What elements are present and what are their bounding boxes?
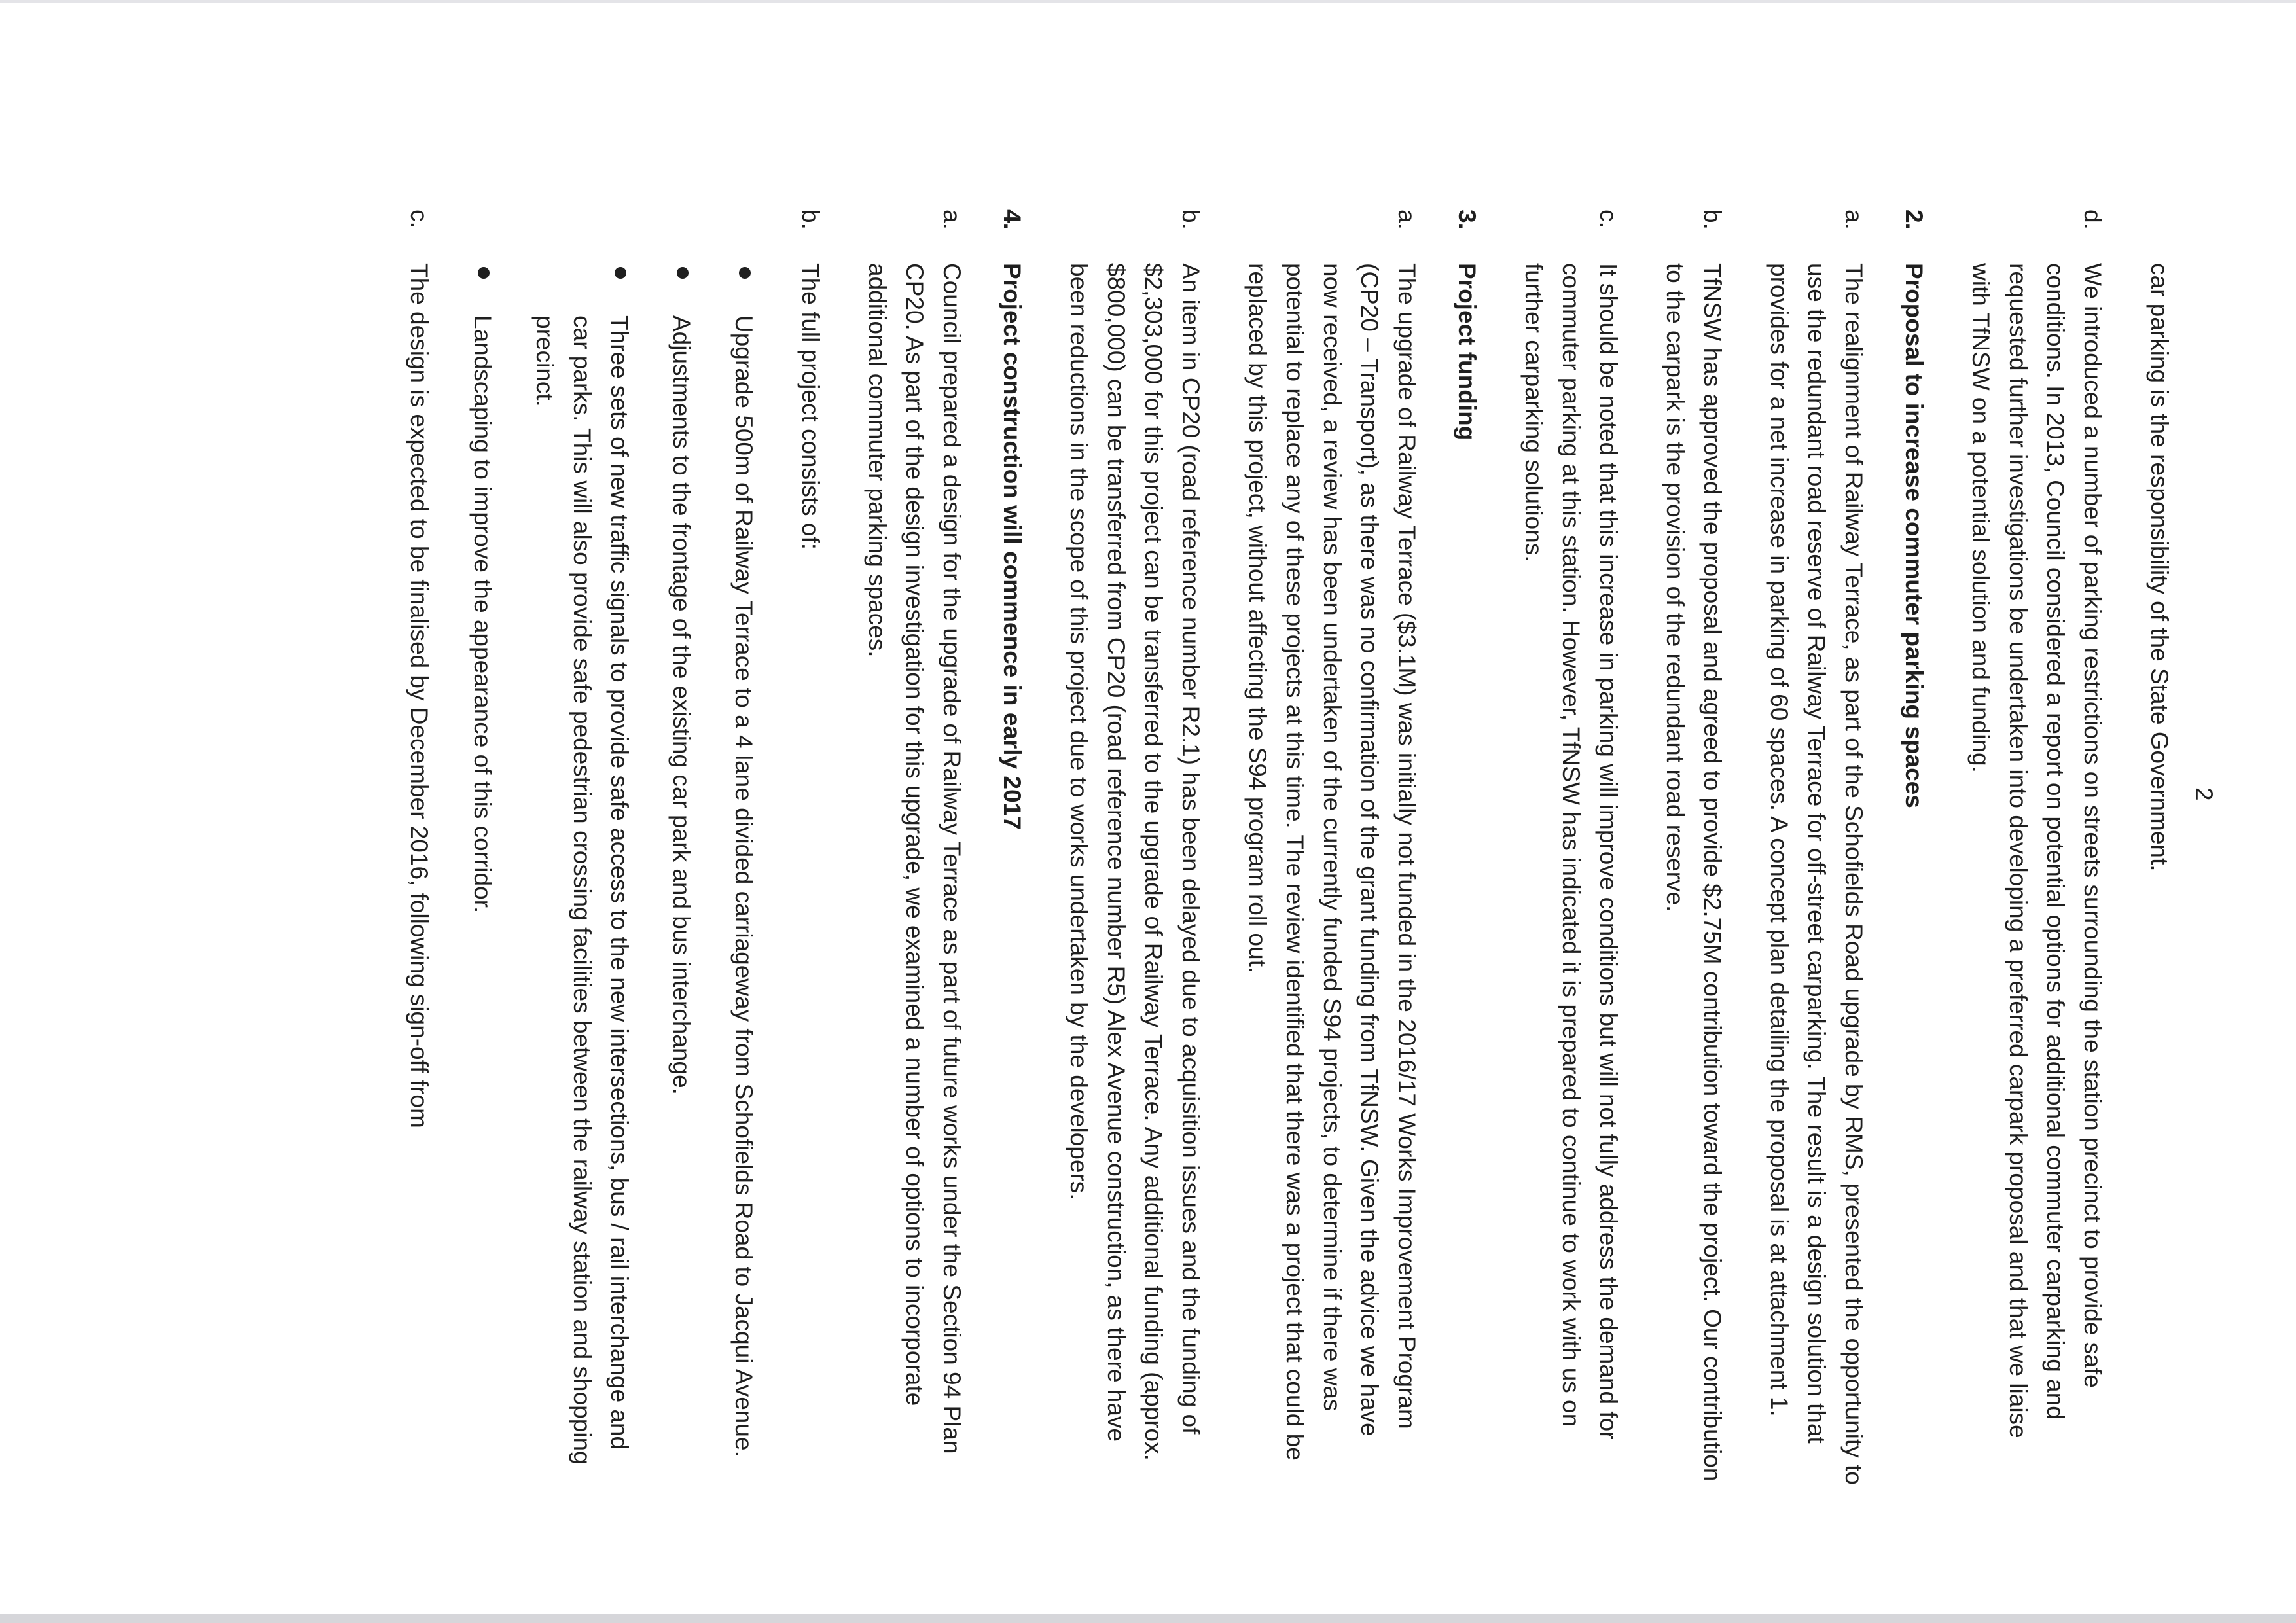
bullet-icon [677, 267, 689, 279]
item-label: d. [2079, 209, 2106, 230]
section-number: 2. [1901, 209, 1928, 230]
bullet-text: Three sets of new traffic signals to provide safe access to the new intersections, bus / rail interchange and car parks. This will also provide safe pedestrian crossing facilities between the railway station and shopping precinct. [531, 315, 633, 1465]
paragraph-item [1239, 209, 1426, 1486]
section-heading [1895, 209, 1933, 1486]
item-label: a. [939, 209, 965, 230]
item-label: b. [797, 209, 824, 230]
item-text: The full project consists of: [797, 263, 824, 550]
item-label: a. [1393, 209, 1420, 230]
bullet-list [464, 263, 762, 1486]
bullet-item [663, 263, 700, 1486]
section-number: 3. [1454, 209, 1480, 230]
bullet-icon [478, 267, 490, 279]
item-text: Council prepared a design for the upgrade of Railway Terrace as part of future works under the Section 94 Plan CP20. As part of the design investigation for this upgrade, we examined a number of options to incorporate additional commuter parking spaces. [864, 263, 965, 1454]
item-text: The upgrade of Railway Terrace ($3.1M) was initially not funded in the 2016/17 Works Improvement Program (CP20 – Transport), as there was no confirmation of the grant funding from TfNSW. Given the advice we have now received, a review has been undertaken of the currently funded S94 projects, to determine if there was potential to replace any of these projects at this time. The review identified that there was a project that could be replaced by this project, without affecting the S94 program roll out. [1244, 263, 1420, 1461]
page-number: 2 [2191, 787, 2217, 801]
bullet-text: Upgrade 500m of Railway Terrace to a 4 lane divided carriageway from Schofields Road to Jacqui Avenue. [730, 315, 757, 1457]
item-label: b. [1699, 209, 1726, 230]
item-label: a. [1840, 209, 1867, 230]
bullet-item [526, 263, 638, 1486]
section-heading [1448, 209, 1486, 1486]
item-text: We introduced a number of parking restrictions on streets surrounding the station precinct to provide safe conditions. In 2013, Council considered a report on potential options for additional commuter carparking and requested further investigations be undertaken into developing a preferred carpark proposal and that we liaise with TfNSW on a potential solution and funding. [1967, 263, 2106, 1438]
item-label: c. [1595, 209, 1622, 228]
bullet-icon [739, 267, 751, 279]
bullet-item [464, 263, 501, 1486]
item-text: TfNSW has approved the proposal and agreed to provide $2.75M contribution toward the project. Our contribution to the carpark is the provision of the redundant road reserve. [1662, 263, 1726, 1482]
paragraph-item [1761, 209, 1873, 1486]
bullet-text: Landscaping to improve the appearance of this corridor. [469, 315, 496, 914]
paragraph-item [1962, 209, 2111, 1486]
item-text: The design is expected to be finalised by December 2016, following sign-off from [406, 263, 433, 1128]
paragraph-item [401, 209, 438, 1486]
continued-paragraph: car parking is the responsibility of the State Government. [2146, 263, 2173, 872]
section-title: Project construction will commence in early 2017 [999, 263, 1026, 830]
paragraph-item [1657, 209, 1731, 1486]
bullet-text: Adjustments to the frontage of the existing car park and bus interchange. [668, 315, 695, 1095]
item-text: The realignment of Railway Terrace, as part of the Schofields Road upgrade by RMS, presented the opportunity to use the redundant road reserve of Railway Terrace for off-street carparking. The result is a design solution that provides for a net increase in parking of 60 spaces. A concept plan detailing the proposal is at attachment 1. [1766, 263, 1867, 1485]
item-label: c. [406, 209, 433, 228]
bullet-item [725, 263, 762, 1486]
item-label: b. [1177, 209, 1204, 230]
item-text: An item in CP20 (road reference number R2.1) has been delayed due to acquisition issues and the funding of $2,303,000 for this project can be transferred to the upgrade of Railway Terrace. Any additional funding (approx. $800,000) can be transferred from CP20 (road reference number R5) Alex Avenue construction, as there have been reductions in the scope of this project due to works undertaken by the developers. [1066, 263, 1204, 1461]
paragraph-item [1515, 209, 1627, 1486]
scan-edge-bottom [0, 1614, 2296, 1623]
item-text: It should be noted that this increase in parking will improve conditions but will not fully address the demand for commuter parking at this station. However, TfNSW has indicated it is prepared to continue to work with us on further carparking solutions. [1520, 263, 1622, 1440]
paragraph-item [859, 209, 971, 1486]
paragraph-item [792, 209, 829, 1486]
section-heading [994, 209, 1031, 1486]
bullet-icon [615, 267, 626, 279]
paragraph-item [1060, 209, 1210, 1486]
section-title: Proposal to increase commuter parking spaces [1901, 263, 1928, 808]
section-title: Project funding [1454, 263, 1480, 441]
section-number: 4. [999, 209, 1026, 230]
